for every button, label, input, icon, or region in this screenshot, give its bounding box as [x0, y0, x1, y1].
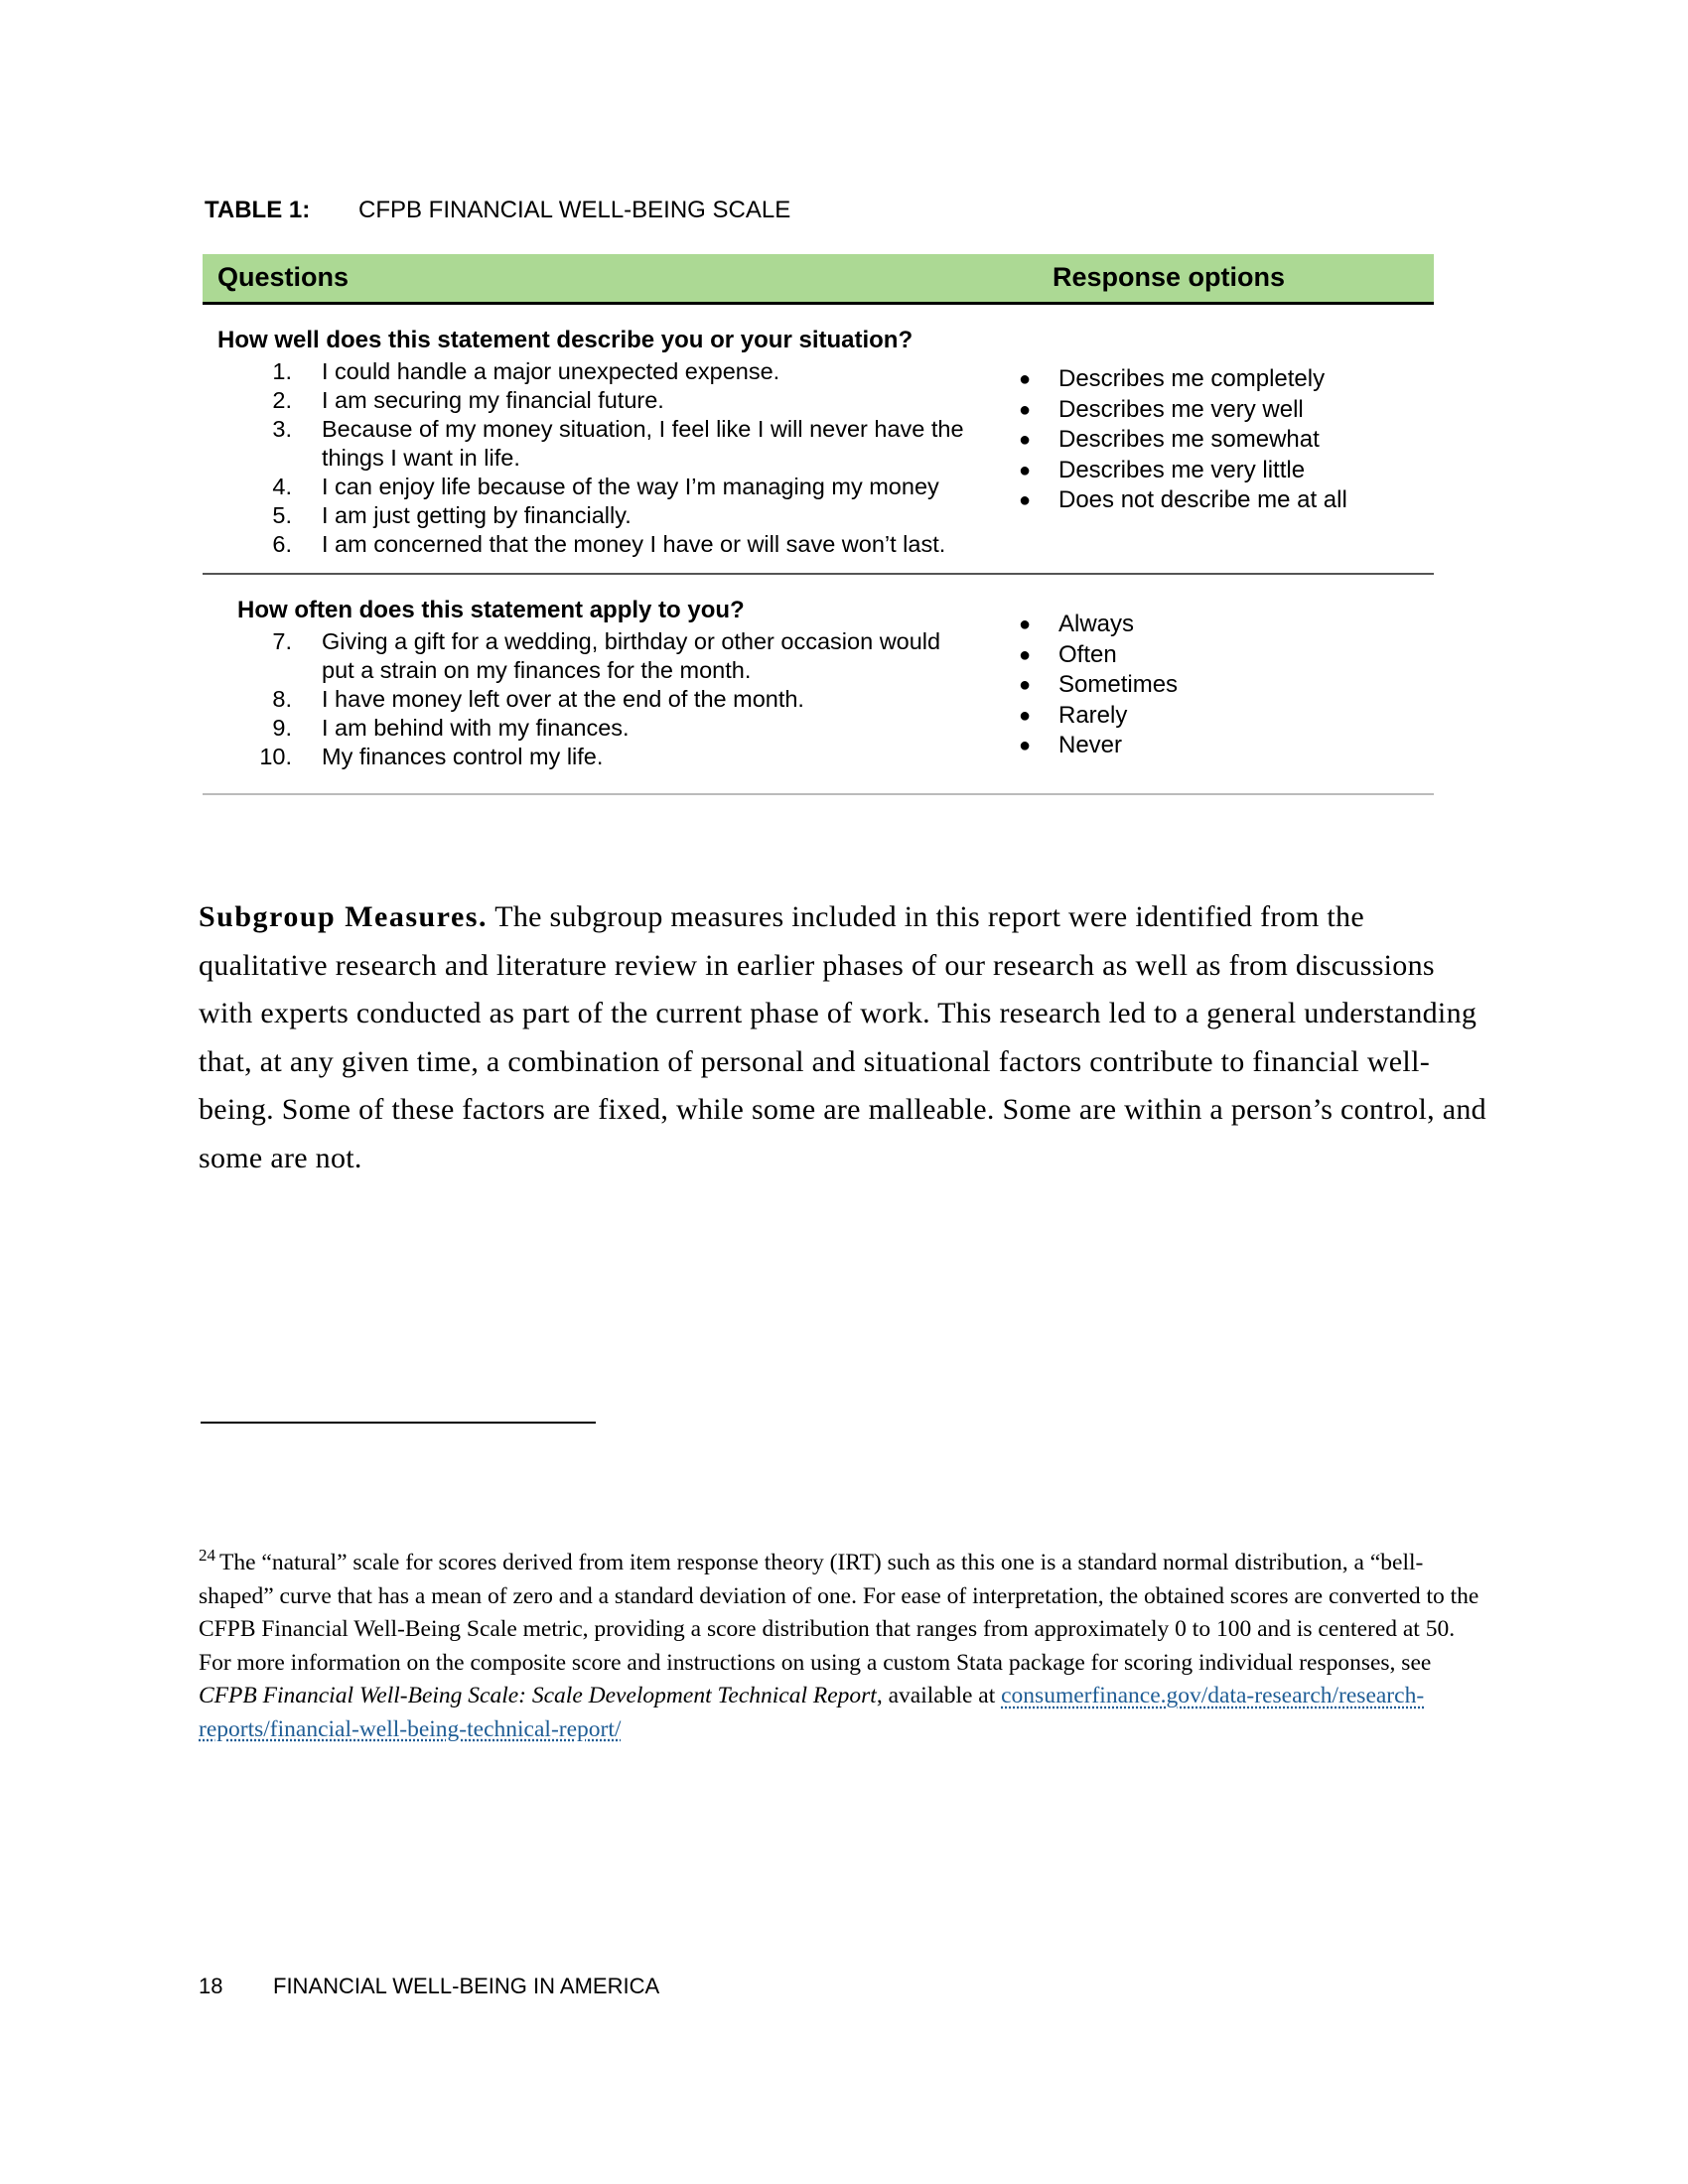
report-title: CFPB Financial Well-Being Scale: Scale Development Technical Report: [199, 1683, 877, 1708]
bullet-icon: ●: [1019, 735, 1032, 756]
response-option-text: Does not describe me at all: [1058, 486, 1347, 513]
question-number: 1.: [272, 358, 292, 384]
response-option: [1019, 731, 1416, 761]
question-item: [237, 386, 972, 415]
question-item: [237, 357, 972, 386]
question-text: Because of my money situation, I feel like I will never have the things I want in life.: [322, 416, 964, 471]
bullet-icon: ●: [1019, 368, 1032, 390]
subgroup-measures-paragraph: [199, 893, 1489, 1182]
response-option-text: Describes me very little: [1058, 456, 1306, 483]
table-caption: [205, 197, 790, 224]
question-number: 5.: [272, 502, 292, 528]
response-option-text: Sometimes: [1058, 671, 1179, 698]
question-item: [237, 714, 972, 743]
question-text: I am behind with my finances.: [322, 715, 630, 741]
response-option: [1019, 364, 1416, 395]
question-number: 4.: [272, 474, 292, 499]
bullet-icon: ●: [1019, 674, 1032, 696]
response-option-text: Never: [1058, 732, 1123, 758]
page-number: 18: [199, 1974, 223, 1998]
question-item: [237, 743, 972, 771]
response-option-text: Describes me very well: [1058, 395, 1304, 423]
response-option: [1019, 456, 1416, 486]
table-header-row: [203, 254, 1434, 305]
questions-column-header: Questions: [217, 262, 350, 292]
response-option-text: Describes me completely: [1058, 365, 1326, 392]
question-number: 10.: [259, 744, 292, 769]
question-item: [237, 415, 972, 473]
bullet-icon: ●: [1019, 398, 1032, 421]
page-footer: [199, 1974, 659, 1999]
question-item: [237, 501, 972, 530]
bullet-icon: ●: [1019, 643, 1032, 666]
response-option-list: [1019, 364, 1416, 516]
response-option-list: [1019, 610, 1416, 761]
response-option-text: Always: [1058, 611, 1135, 637]
table-section-describe: [203, 305, 1434, 575]
table-label: TABLE 1:: [205, 197, 311, 223]
question-text: I have money left over at the end of the month.: [322, 686, 804, 712]
question-number: 6.: [272, 531, 292, 557]
question-text: I am securing my financial future.: [322, 387, 664, 413]
running-title: FINANCIAL WELL-BEING IN AMERICA: [273, 1974, 660, 1998]
question-item: [237, 530, 972, 559]
response-option-text: Describes me somewhat: [1058, 426, 1320, 453]
question-list: [237, 627, 972, 771]
response-options-column-header: Response options: [1053, 262, 1286, 292]
question-text: I could handle a major unexpected expense.: [322, 358, 780, 384]
question-text: I am just getting by financially.: [322, 502, 632, 528]
bullet-icon: ●: [1019, 489, 1032, 511]
question-text: Giving a gift for a wedding, birthday or other occasion would put a strain on my finances for the month.: [322, 628, 941, 683]
table-title: CFPB FINANCIAL WELL-BEING SCALE: [358, 197, 791, 223]
paragraph-lead-in: Subgroup Measures.: [199, 900, 488, 933]
response-option-text: Rarely: [1058, 701, 1128, 729]
response-option: [1019, 425, 1416, 456]
section-prompt: How well does this statement describe you or your situation?: [217, 327, 914, 353]
table-section-frequency: [203, 575, 1434, 795]
bullet-icon: ●: [1019, 614, 1032, 635]
question-item: [237, 627, 972, 685]
question-list: [237, 357, 972, 559]
response-option: [1019, 485, 1416, 516]
question-number: 2.: [272, 387, 292, 413]
footnote-number: 24: [199, 1546, 215, 1565]
response-option-text: Often: [1058, 640, 1117, 668]
question-text: I can enjoy life because of the way I’m managing my money: [322, 474, 939, 499]
response-option: [1019, 701, 1416, 732]
financial-well-being-scale-table: [203, 254, 1434, 795]
footnote-separator: [201, 1422, 596, 1424]
response-option: [1019, 670, 1416, 701]
bullet-icon: ●: [1019, 459, 1032, 481]
footnote-text: The “natural” scale for scores derived from item response theory (IRT) such as this one is a standard normal distribution, a “bell-shaped” curve that has a mean of zero and a standard deviation of one. For ease of interpretation, the obtained scores are converted to the CFPB Financial Well-Being Scale metric, providing a score distribution that ranges from approximately 0 to 100 and is centered at 50. For more information on the composite score and instructions on using a custom Stata package for scoring individual responses, see: [199, 1550, 1479, 1676]
question-text: My finances control my life.: [322, 744, 604, 769]
bullet-icon: ●: [1019, 429, 1032, 451]
response-option: [1019, 610, 1416, 640]
question-number: 3.: [272, 416, 292, 442]
question-item: [237, 685, 972, 714]
paragraph-text: The subgroup measures included in this report were identified from the qualitative research and literature review in earlier phases of our research as well as from discussions with experts conducted as part of the current phase of work. This research led to a general understanding that, at any given time, a combination of personal and situational factors contribute to financial well-being. Some of these factors are fixed, while some are malleable. Some are within a person’s control, and some are not.: [199, 900, 1486, 1174]
available-at-text: , available at: [876, 1683, 996, 1708]
section-prompt: How often does this statement apply to you?: [237, 597, 745, 623]
response-option: [1019, 395, 1416, 426]
footnote-24: [199, 1539, 1489, 1746]
question-text: I am concerned that the money I have or will save won’t last.: [322, 531, 946, 557]
response-option: [1019, 640, 1416, 671]
question-item: [237, 473, 972, 501]
technical-report-link[interactable]: consumerfinance.gov/data-research/research-reports/financial-well-being-technical-report/: [199, 1683, 1425, 1742]
bullet-icon: ●: [1019, 704, 1032, 727]
question-number: 9.: [272, 715, 292, 741]
question-number: 7.: [272, 628, 292, 654]
question-number: 8.: [272, 686, 292, 712]
